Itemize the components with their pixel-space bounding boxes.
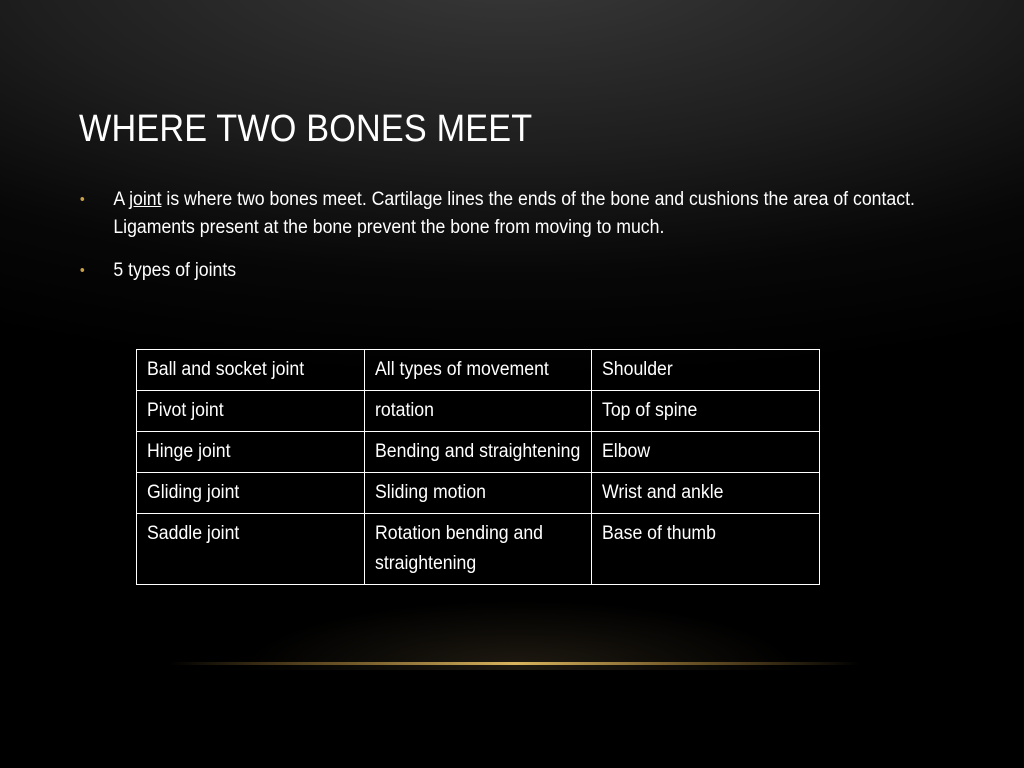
table-cell-joint [137,514,365,585]
cell-text: Hinge joint [147,441,231,462]
bullet-text: 5 types of joints [113,260,237,281]
table-cell-example [592,514,820,585]
bullet-types-of-joints [78,257,941,285]
cell-text: Bending and straightening [374,441,580,462]
bullet-text [113,189,915,238]
bullet-joint-definition [78,186,941,242]
table-cell-movement [364,473,592,514]
table-cell-movement [364,432,592,473]
joints-table [136,349,820,585]
decorative-glow [240,600,800,670]
table-cell-example [592,473,820,514]
table-row [137,473,820,514]
table-cell-joint [137,473,365,514]
cell-text: Wrist and ankle [602,482,724,503]
table-cell-movement [364,391,592,432]
cell-text: All types of movement [374,359,549,380]
slide-title: WHERE TWO BONES MEET [79,108,533,150]
cell-text: Rotation bending and straightening [374,523,543,574]
table-row [137,514,820,585]
cell-text: Gliding joint [147,482,240,503]
cell-text: Ball and socket joint [147,359,305,380]
joint-term: joint [129,189,162,210]
table-cell-joint [137,350,365,391]
bullet-prefix: A [113,189,130,210]
bullet-dot-icon: • [79,191,85,208]
decorative-gold-line [170,662,860,665]
cell-text: Shoulder [602,359,674,380]
cell-text: Top of spine [602,400,698,421]
table-row [137,432,820,473]
cell-text: Saddle joint [147,523,240,544]
cell-text: rotation [374,400,434,421]
table-row [137,391,820,432]
table-cell-joint [137,391,365,432]
cell-text: Pivot joint [147,400,224,421]
table-cell-example [592,391,820,432]
cell-text: Base of thumb [602,523,717,544]
table-row [137,350,820,391]
cell-text: Sliding motion [374,482,486,503]
bullet-dot-icon: • [79,262,85,279]
bullet-list [78,186,928,300]
table-cell-example [592,432,820,473]
table-cell-example [592,350,820,391]
table-cell-movement [364,514,592,585]
bullet-suffix: is where two bones meet. Cartilage lines the ends of the bone and cushions the area of contact. Ligaments present at the bone prevent the bone from moving to much. [113,189,915,238]
table-cell-joint [137,432,365,473]
table-cell-movement [364,350,592,391]
cell-text: Elbow [602,441,651,462]
